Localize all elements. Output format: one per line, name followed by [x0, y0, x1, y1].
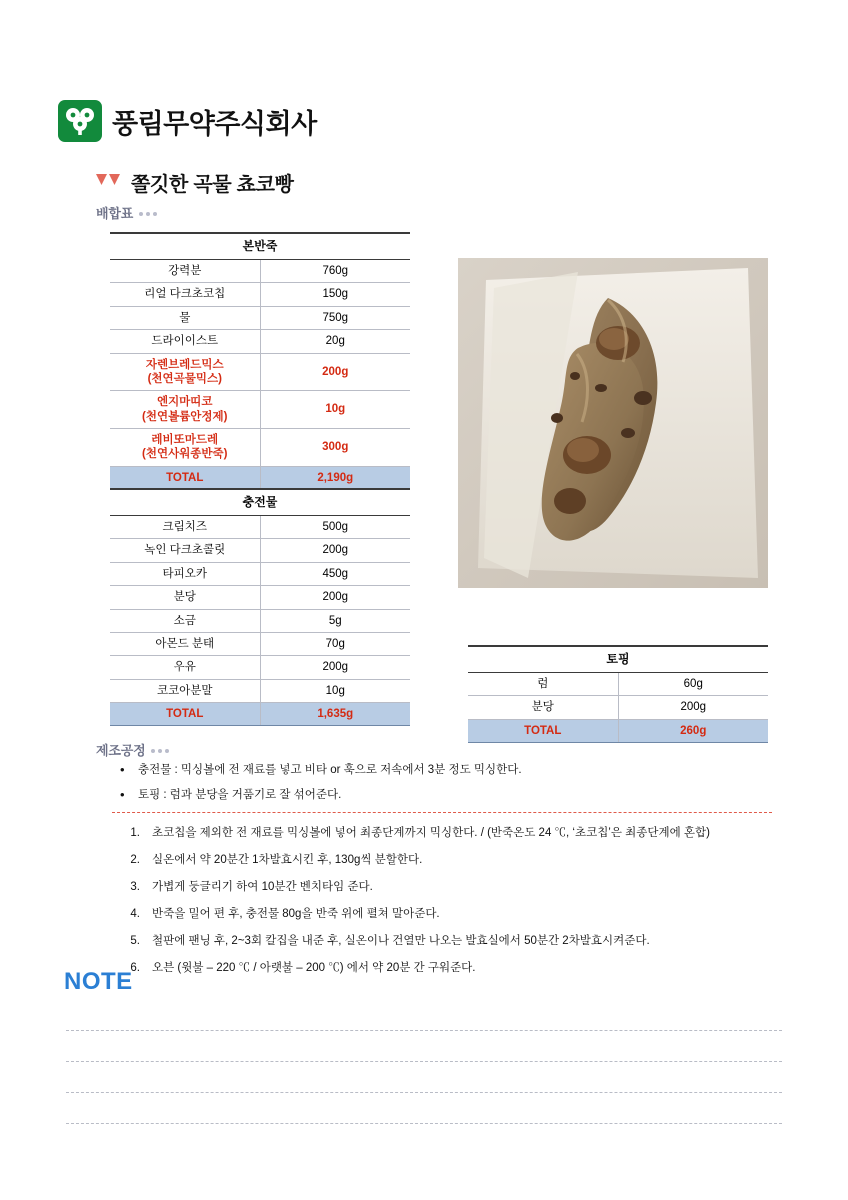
- ingredient-name: 타피오카: [110, 562, 260, 585]
- list-item: 1. 초코칩을 제외한 전 재료를 믹싱볼에 넣어 최종단계까지 믹싱한다. / (반죽온도 24 ℃, ‘초코칩’은 최종단계에 혼합): [112, 825, 792, 841]
- table-row: [110, 330, 410, 353]
- ingredient-quantity: 200g: [260, 353, 410, 391]
- table-row: [110, 260, 410, 283]
- page-title: 쫄깃한 곡물 쵸코빵: [131, 174, 294, 196]
- dots-decoration-icon: [139, 209, 157, 216]
- double-chevron-down-icon: [96, 172, 122, 193]
- table-row: [110, 679, 410, 702]
- ingredient-quantity: 70g: [260, 632, 410, 655]
- note-line[interactable]: [66, 1031, 782, 1062]
- list-item: 5. 철판에 팬닝 후, 2~3회 칼집을 내준 후, 실온이나 건열만 나오는 발효실에서 50분간 2차발효시켜준다.: [112, 933, 792, 949]
- note-lines: [66, 1000, 782, 1124]
- note-line[interactable]: [66, 1062, 782, 1093]
- table-row: [468, 673, 768, 696]
- process-bullet-list: [112, 762, 772, 812]
- table-main-dough: [110, 232, 410, 490]
- section-heading-process: [96, 740, 169, 759]
- ingredient-quantity: 200g: [260, 539, 410, 562]
- process-step-list: [112, 825, 792, 988]
- ingredient-name: 자렌브레드믹스 (천연곡물믹스): [110, 353, 260, 391]
- ingredient-name: 엔지마띠코 (천연볼륨안정제): [110, 391, 260, 429]
- ingredient-name: 분당: [468, 696, 618, 719]
- table-row: [110, 656, 410, 679]
- table-total-row: [110, 466, 410, 489]
- ingredient-quantity: 200g: [260, 586, 410, 609]
- section-heading-recipe: [96, 203, 157, 222]
- table-topping: [468, 645, 768, 743]
- section-label-recipe: 배합표: [96, 206, 134, 221]
- clover-logo-icon: [58, 100, 102, 142]
- table-row: [110, 609, 410, 632]
- ingredient-quantity: 760g: [260, 260, 410, 283]
- ingredient-quantity: 200g: [618, 696, 768, 719]
- table-row: [110, 353, 410, 391]
- table-header-filling: 충전물: [110, 489, 410, 516]
- product-title-row: [96, 168, 294, 197]
- ingredient-name: 강력분: [110, 260, 260, 283]
- total-quantity: 1,635g: [260, 703, 410, 726]
- table-row: [110, 539, 410, 562]
- ingredient-name: 분당: [110, 586, 260, 609]
- ingredient-quantity: 10g: [260, 679, 410, 702]
- ingredient-quantity: 750g: [260, 306, 410, 329]
- dashed-divider: [112, 812, 772, 813]
- table-row: [110, 586, 410, 609]
- table-header-main-dough: 본반죽: [110, 233, 410, 260]
- ingredient-name: 소금: [110, 609, 260, 632]
- list-item: • 토핑 : 럼과 분당을 거품기로 잘 섞어준다.: [112, 787, 772, 803]
- table-row: [110, 429, 410, 467]
- ingredient-quantity: 500g: [260, 516, 410, 539]
- note-line[interactable]: [66, 1000, 782, 1031]
- ingredient-name: 리얼 다크초코칩: [110, 283, 260, 306]
- list-item: 4. 반죽을 밀어 편 후, 충전물 80g을 반죽 위에 펼쳐 말아준다.: [112, 906, 792, 922]
- ingredient-quantity: 10g: [260, 391, 410, 429]
- list-item: 2. 실온에서 약 20분간 1차발효시킨 후, 130g씩 분할한다.: [112, 852, 792, 868]
- step-number: 3.: [130, 881, 140, 894]
- note-line[interactable]: [66, 1093, 782, 1124]
- total-label: TOTAL: [110, 466, 260, 489]
- ingredient-name: 아몬드 분태: [110, 632, 260, 655]
- total-label: TOTAL: [110, 703, 260, 726]
- table-row: [110, 516, 410, 539]
- ingredient-quantity: 300g: [260, 429, 410, 467]
- ingredient-name: 우유: [110, 656, 260, 679]
- ingredient-quantity: 5g: [260, 609, 410, 632]
- ingredient-name: 크림치즈: [110, 516, 260, 539]
- table-row: [110, 306, 410, 329]
- table-total-row: [468, 719, 768, 742]
- ingredient-quantity: 60g: [618, 673, 768, 696]
- step-number: 1.: [130, 827, 140, 839]
- ingredient-name: 드라이이스트: [110, 330, 260, 353]
- table-row: [110, 283, 410, 306]
- section-label-process: 제조공정: [96, 743, 146, 758]
- table-row: [110, 391, 410, 429]
- ingredient-quantity: 200g: [260, 656, 410, 679]
- note-title: NOTE: [64, 968, 133, 995]
- table-total-row: [110, 703, 410, 726]
- ingredient-quantity: 450g: [260, 562, 410, 585]
- table-row: [110, 562, 410, 585]
- table-filling: [110, 488, 410, 726]
- total-quantity: 260g: [618, 719, 768, 742]
- total-label: TOTAL: [468, 719, 618, 742]
- table-row: [110, 632, 410, 655]
- ingredient-name: 레비또마드레 (천연사워종반죽): [110, 429, 260, 467]
- ingredient-name: 코코아분말: [110, 679, 260, 702]
- step-number: 4.: [130, 908, 140, 921]
- list-item: 3. 가볍게 둥글리기 하여 10분간 벤치타임 준다.: [112, 879, 792, 895]
- ingredient-name: 녹인 다크초콜릿: [110, 539, 260, 562]
- table-row: [468, 696, 768, 719]
- list-item: 6. 오븐 (윗불 – 220 ℃ / 아랫불 – 200 ℃) 에서 약 20분 간 구워준다.: [112, 960, 792, 976]
- list-item: • 충전물 : 믹싱볼에 전 재료를 넣고 비타 or 훅으로 저속에서 3분 정도 믹싱한다.: [112, 762, 772, 778]
- company-logo: [58, 100, 317, 142]
- company-name: 풍림무약주식회사: [112, 108, 317, 139]
- step-number: 5.: [130, 935, 140, 948]
- total-quantity: 2,190g: [260, 466, 410, 489]
- dots-decoration-icon: [151, 746, 169, 753]
- table-header-topping: 토핑: [468, 646, 768, 673]
- ingredient-name: 물: [110, 306, 260, 329]
- ingredient-name: 럼: [468, 673, 618, 696]
- ingredient-quantity: 150g: [260, 283, 410, 306]
- step-number: 6.: [130, 962, 140, 975]
- step-number: 2.: [130, 854, 140, 867]
- product-photo: [458, 258, 768, 588]
- ingredient-quantity: 20g: [260, 330, 410, 353]
